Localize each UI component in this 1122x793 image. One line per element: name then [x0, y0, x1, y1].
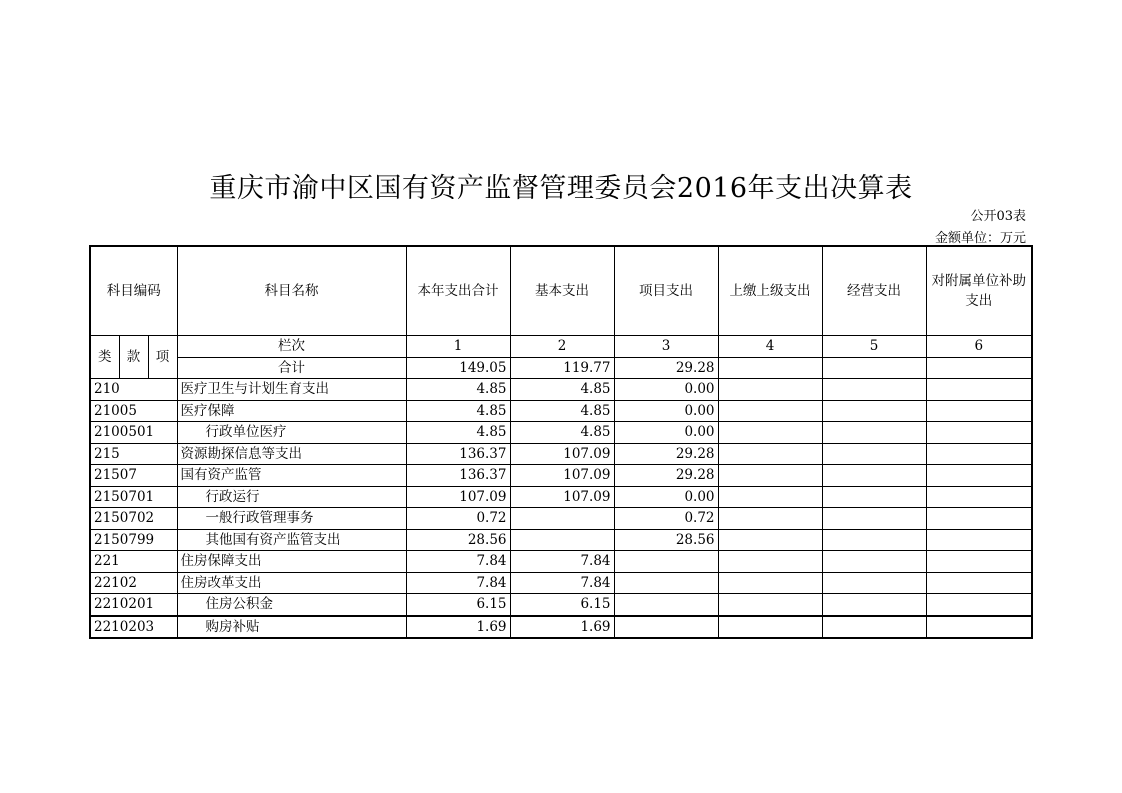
code-cell: 2210203: [90, 616, 177, 639]
code-cell: 21005: [90, 400, 177, 422]
empty-cell: [926, 443, 1032, 465]
table-row: [90, 616, 1032, 639]
empty-cell: [718, 572, 822, 594]
basic-cell: [510, 508, 614, 530]
table-row: [90, 508, 1032, 530]
table-row: [90, 486, 1032, 508]
basic-cell: 4.85: [510, 422, 614, 444]
project-cell: 0.00: [614, 422, 718, 444]
basic-cell: 7.84: [510, 572, 614, 594]
total-cell: 4.85: [406, 379, 510, 401]
total-cell: 28.56: [406, 529, 510, 551]
sub-header-lei: 类: [90, 336, 119, 379]
total-label: 合计: [177, 357, 406, 379]
empty-cell: [822, 594, 926, 616]
header-name: 科目名称: [177, 246, 406, 336]
name-cell: 国有资产监管: [177, 465, 406, 487]
empty-cell: [718, 551, 822, 573]
code-cell: 2210201: [90, 594, 177, 616]
project-cell: 28.56: [614, 529, 718, 551]
empty-cell: [718, 594, 822, 616]
code-cell: 210: [90, 379, 177, 401]
column-number: 6: [926, 336, 1032, 358]
empty-cell: [718, 400, 822, 422]
empty-cell: [822, 616, 926, 639]
name-cell: 行政运行: [177, 486, 406, 508]
column-number: 4: [718, 336, 822, 358]
header-project: 项目支出: [614, 246, 718, 336]
total-cell: 149.05: [406, 357, 510, 379]
lanci-label: 栏次: [177, 336, 406, 358]
header-row: [90, 246, 1032, 336]
table-row: [90, 400, 1032, 422]
name-cell: 其他国有资产监管支出: [177, 529, 406, 551]
empty-cell: [926, 551, 1032, 573]
name-cell: 行政单位医疗: [177, 422, 406, 444]
code-cell: 2150799: [90, 529, 177, 551]
empty-cell: [926, 616, 1032, 639]
code-cell: 21507: [90, 465, 177, 487]
name-cell: 购房补贴: [177, 616, 406, 639]
project-cell: [614, 594, 718, 616]
code-cell: 221: [90, 551, 177, 573]
header-basic: 基本支出: [510, 246, 614, 336]
empty-cell: [926, 508, 1032, 530]
name-cell: 资源勘探信息等支出: [177, 443, 406, 465]
empty-cell: [718, 379, 822, 401]
empty-cell: [926, 465, 1032, 487]
empty-cell: [718, 529, 822, 551]
basic-cell: 107.09: [510, 443, 614, 465]
empty-cell: [822, 572, 926, 594]
project-cell: [614, 551, 718, 573]
project-cell: 29.28: [614, 443, 718, 465]
project-cell: 0.00: [614, 400, 718, 422]
column-number: 5: [822, 336, 926, 358]
empty-cell: [822, 400, 926, 422]
basic-cell: 107.09: [510, 465, 614, 487]
empty-cell: [822, 529, 926, 551]
amount-unit: 金额单位：万元: [934, 231, 1026, 246]
page-title: 重庆市渝中区国有资产监督管理委员会2016年支出决算表: [209, 173, 913, 204]
name-cell: 一般行政管理事务: [177, 508, 406, 530]
table-row: [90, 572, 1032, 594]
total-cell: 4.85: [406, 400, 510, 422]
basic-cell: 4.85: [510, 379, 614, 401]
code-cell: 2150701: [90, 486, 177, 508]
basic-cell: 4.85: [510, 400, 614, 422]
project-cell: [614, 572, 718, 594]
name-cell: 住房保障支出: [177, 551, 406, 573]
empty-cell: [822, 379, 926, 401]
name-cell: 医疗卫生与计划生育支出: [177, 379, 406, 401]
table-row: [90, 465, 1032, 487]
name-cell: 住房改革支出: [177, 572, 406, 594]
header-superior: 上缴上级支出: [718, 246, 822, 336]
table-row: [90, 379, 1032, 401]
form-number: 公开03表: [970, 209, 1026, 224]
empty-cell: [718, 616, 822, 639]
total-cell: 7.84: [406, 551, 510, 573]
name-cell: 医疗保障: [177, 400, 406, 422]
expenditure-table: [89, 245, 1033, 639]
basic-cell: 6.15: [510, 594, 614, 616]
total-cell: 1.69: [406, 616, 510, 639]
total-cell: 4.85: [406, 422, 510, 444]
header-code: 科目编码: [90, 246, 177, 336]
project-cell: 29.28: [614, 465, 718, 487]
empty-cell: [926, 400, 1032, 422]
empty-cell: [926, 486, 1032, 508]
column-number: 2: [510, 336, 614, 358]
empty-cell: [926, 379, 1032, 401]
table-row: [90, 422, 1032, 444]
table-row: [90, 443, 1032, 465]
empty-cell: [822, 357, 926, 379]
basic-cell: 1.69: [510, 616, 614, 639]
empty-cell: [822, 422, 926, 444]
empty-cell: [718, 443, 822, 465]
empty-cell: [718, 508, 822, 530]
empty-cell: [926, 357, 1032, 379]
code-cell: 22102: [90, 572, 177, 594]
table-row: [90, 594, 1032, 616]
empty-cell: [822, 443, 926, 465]
empty-cell: [718, 465, 822, 487]
empty-cell: [926, 422, 1032, 444]
table-row: [90, 529, 1032, 551]
project-cell: 0.00: [614, 379, 718, 401]
empty-cell: [822, 551, 926, 573]
empty-cell: [822, 465, 926, 487]
column-number-row: [90, 336, 1032, 358]
basic-cell: 107.09: [510, 486, 614, 508]
column-number: 3: [614, 336, 718, 358]
project-cell: 0.00: [614, 486, 718, 508]
column-number: 1: [406, 336, 510, 358]
empty-cell: [926, 572, 1032, 594]
header-total: 本年支出合计: [406, 246, 510, 336]
project-cell: 29.28: [614, 357, 718, 379]
empty-cell: [926, 594, 1032, 616]
total-cell: 7.84: [406, 572, 510, 594]
sub-header-kuan: 款: [119, 336, 148, 379]
total-cell: 136.37: [406, 443, 510, 465]
empty-cell: [926, 529, 1032, 551]
project-cell: 0.72: [614, 508, 718, 530]
empty-cell: [718, 486, 822, 508]
header-subsidy: 对附属单位补助支出: [926, 246, 1032, 336]
basic-cell: [510, 529, 614, 551]
basic-cell: 7.84: [510, 551, 614, 573]
header-business: 经营支出: [822, 246, 926, 336]
total-row: [90, 357, 1032, 379]
total-cell: 107.09: [406, 486, 510, 508]
empty-cell: [822, 508, 926, 530]
code-cell: 2150702: [90, 508, 177, 530]
empty-cell: [718, 357, 822, 379]
table-row: [90, 551, 1032, 573]
total-cell: 136.37: [406, 465, 510, 487]
code-cell: 215: [90, 443, 177, 465]
sub-header-xiang: 项: [148, 336, 177, 379]
empty-cell: [718, 422, 822, 444]
name-cell: 住房公积金: [177, 594, 406, 616]
total-cell: 6.15: [406, 594, 510, 616]
project-cell: [614, 616, 718, 639]
total-cell: 0.72: [406, 508, 510, 530]
code-cell: 2100501: [90, 422, 177, 444]
empty-cell: [822, 486, 926, 508]
basic-cell: 119.77: [510, 357, 614, 379]
